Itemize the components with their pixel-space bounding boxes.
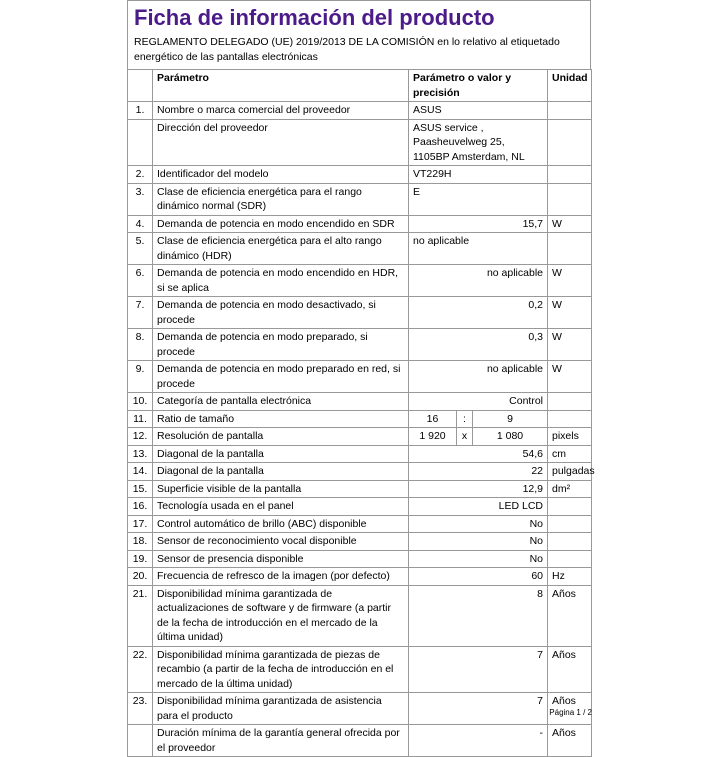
table-row (128, 463, 592, 481)
row-value-b: 1 080 (473, 428, 548, 446)
row-parameter: Demanda de potencia en modo desactivado, si procede (153, 297, 409, 329)
row-value-separator: x (457, 428, 473, 446)
row-number: 20. (128, 568, 153, 586)
row-number: 9. (128, 361, 153, 393)
row-unit: W (548, 361, 592, 393)
row-value: Control (409, 393, 548, 411)
row-number: 4. (128, 215, 153, 233)
table-row (128, 361, 592, 393)
row-unit: dm² (548, 480, 592, 498)
row-parameter: Identificador del modelo (153, 166, 409, 184)
row-parameter: Sensor de reconocimiento vocal disponible (153, 533, 409, 551)
row-unit (548, 515, 592, 533)
table-row (128, 515, 592, 533)
row-number: 12. (128, 428, 153, 446)
row-value: 8 (409, 585, 548, 646)
row-unit (548, 498, 592, 516)
product-table (127, 69, 595, 757)
row-parameter: Dirección del proveedor (153, 119, 409, 166)
row-parameter: Control automático de brillo (ABC) disponible (153, 515, 409, 533)
row-number: 3. (128, 183, 153, 215)
row-value: 54,6 (409, 445, 548, 463)
row-unit: Años (548, 646, 592, 693)
row-value: No (409, 533, 548, 551)
table-row (128, 480, 592, 498)
row-value: ASUS service , Paasheuvelweg 25, 1105BP Amsterdam, NL (409, 119, 548, 166)
table-row (128, 550, 592, 568)
row-value: E (409, 183, 548, 215)
row-value: 60 (409, 568, 548, 586)
row-parameter: Categoría de pantalla electrónica (153, 393, 409, 411)
row-unit (548, 233, 592, 265)
row-number: 18. (128, 533, 153, 551)
row-value: 15,7 (409, 215, 548, 233)
row-parameter: Demanda de potencia en modo preparado, si procede (153, 329, 409, 361)
row-value-separator: : (457, 410, 473, 428)
row-unit: cm (548, 445, 592, 463)
row-value-b: 9 (473, 410, 548, 428)
row-unit: Hz (548, 568, 592, 586)
table-row (128, 393, 592, 411)
table-header-row (128, 70, 592, 102)
table-row (128, 498, 592, 516)
row-parameter: Disponibilidad mínima garantizada de actualizaciones de software y de firmware (a partir de la fecha de introducción en el mercado de la última unidad) (153, 585, 409, 646)
table-row (128, 102, 592, 120)
row-parameter: Demanda de potencia en modo preparado en red, si procede (153, 361, 409, 393)
row-number: 8. (128, 329, 153, 361)
row-parameter: Superficie visible de la pantalla (153, 480, 409, 498)
row-value: VT229H (409, 166, 548, 184)
table-row (128, 445, 592, 463)
row-unit (548, 119, 592, 166)
row-number: 13. (128, 445, 153, 463)
row-number: 21. (128, 585, 153, 646)
row-parameter: Frecuencia de refresco de la imagen (por defecto) (153, 568, 409, 586)
table-row (128, 329, 592, 361)
row-number: 17. (128, 515, 153, 533)
row-value: No (409, 550, 548, 568)
table-row (128, 725, 592, 757)
header-value: Parámetro o valor y precisión (409, 70, 548, 102)
table-row (128, 428, 592, 446)
row-number: 2. (128, 166, 153, 184)
row-value: 22 (409, 463, 548, 481)
row-number: 16. (128, 498, 153, 516)
table-row (128, 297, 592, 329)
row-number: 7. (128, 297, 153, 329)
row-value: no aplicable (409, 361, 548, 393)
page-number: Página 1 / 2 (549, 708, 592, 717)
row-number: 10. (128, 393, 153, 411)
row-number: 22. (128, 646, 153, 693)
row-parameter: Clase de eficiencia energética para el alto rango dinámico (HDR) (153, 233, 409, 265)
row-unit: W (548, 215, 592, 233)
row-value: LED LCD (409, 498, 548, 516)
row-number: 6. (128, 265, 153, 297)
header-number (128, 70, 153, 102)
row-unit (548, 166, 592, 184)
row-parameter: Duración mínima de la garantía general ofrecida por el proveedor (153, 725, 409, 757)
table-row (128, 119, 592, 166)
row-unit: W (548, 265, 592, 297)
row-parameter: Disponibilidad mínima garantizada de asistencia para el producto (153, 693, 409, 725)
row-value: 7 (409, 646, 548, 693)
row-number: 14. (128, 463, 153, 481)
row-unit (548, 550, 592, 568)
row-parameter: Resolución de pantalla (153, 428, 409, 446)
row-parameter: Ratio de tamaño (153, 410, 409, 428)
row-value: ASUS (409, 102, 548, 120)
table-row (128, 533, 592, 551)
row-value: no aplicable (409, 233, 548, 265)
row-unit (548, 533, 592, 551)
table-row (128, 646, 592, 693)
row-unit: Años (548, 693, 592, 725)
row-unit: pixels (548, 428, 592, 446)
header-parameter: Parámetro (153, 70, 409, 102)
header-unit: Unidad (548, 70, 592, 102)
row-value: 0,3 (409, 329, 548, 361)
table-row (128, 215, 592, 233)
row-unit: Años (548, 585, 592, 646)
row-number: 23. (128, 693, 153, 725)
row-value: No (409, 515, 548, 533)
row-unit: W (548, 329, 592, 361)
row-unit (548, 410, 592, 428)
row-value: 7 (409, 693, 548, 725)
product-info-sheet (127, 0, 595, 757)
row-value-a: 1 920 (409, 428, 457, 446)
row-number: 5. (128, 233, 153, 265)
row-number: 19. (128, 550, 153, 568)
row-number: 15. (128, 480, 153, 498)
row-parameter: Demanda de potencia en modo encendido en SDR (153, 215, 409, 233)
row-unit (548, 102, 592, 120)
row-parameter: Demanda de potencia en modo encendido en HDR, si se aplica (153, 265, 409, 297)
row-value-a: 16 (409, 410, 457, 428)
row-unit (548, 393, 592, 411)
row-value: - (409, 725, 548, 757)
regulation-text: REGLAMENTO DELEGADO (UE) 2019/2013 DE LA COMISIÓN en lo relativo al etiquetado energético de las pantallas electrónicas (127, 32, 591, 69)
table-row (128, 265, 592, 297)
row-value: 12,9 (409, 480, 548, 498)
row-number: 11. (128, 410, 153, 428)
row-parameter: Tecnología usada en el panel (153, 498, 409, 516)
row-parameter: Clase de eficiencia energética para el rango dinámico normal (SDR) (153, 183, 409, 215)
row-parameter: Diagonal de la pantalla (153, 463, 409, 481)
table-row (128, 233, 592, 265)
row-parameter: Nombre o marca comercial del proveedor (153, 102, 409, 120)
table-row (128, 568, 592, 586)
table-row (128, 410, 592, 428)
page-title: Ficha de información del producto (127, 0, 591, 32)
row-parameter: Sensor de presencia disponible (153, 550, 409, 568)
table-row (128, 166, 592, 184)
row-number (128, 119, 153, 166)
row-number (128, 725, 153, 757)
table-row (128, 585, 592, 646)
row-value: 0,2 (409, 297, 548, 329)
row-number: 1. (128, 102, 153, 120)
row-parameter: Disponibilidad mínima garantizada de piezas de recambio (a partir de la fecha de introducción en el mercado de la última unidad) (153, 646, 409, 693)
row-value: no aplicable (409, 265, 548, 297)
row-unit: W (548, 297, 592, 329)
table-row (128, 183, 592, 215)
row-unit (548, 183, 592, 215)
row-unit: Años (548, 725, 592, 757)
row-parameter: Diagonal de la pantalla (153, 445, 409, 463)
row-unit: pulgadas (548, 463, 592, 481)
